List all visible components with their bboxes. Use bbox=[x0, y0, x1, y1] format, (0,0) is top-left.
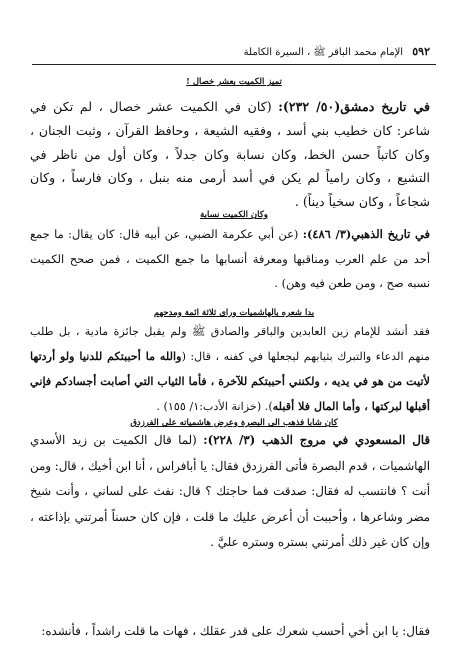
section-heading-2: وكان الكميت نسابة bbox=[200, 210, 268, 220]
source-citation-1: في تاريخ دمشق(٥٠/ ٢٣٢): bbox=[278, 99, 430, 114]
paragraph-3-quote: والله ما أحببتكم للدنيا ولو أردتها لأتيت من هو في يديه ، ولكنني أحببتكم للآخرة ، فأما الثياب التي أصابت أجسادكم فإني أقبلها لبركتها ، وأما المال فلا أقبله bbox=[30, 349, 430, 413]
section-heading-4: كان شابا فذهب الى البصرة وعرض هاشمياته على الفرزدق bbox=[130, 418, 338, 428]
paragraph-5-text: فقال: يا ابن أخي أحسب شعرك على قدر عقلك ، فهات ما قلت راشداً ، فأنشده: bbox=[41, 624, 430, 638]
section-heading-1: تميز الكميت بعشر خصال ! bbox=[186, 77, 282, 87]
running-title: الإمام محمد الباقر ﷺ ، السيرة الكاملة bbox=[243, 47, 404, 58]
paragraph-3-text-b: ). (خزانة الأدب:١/ ١٥٥) . bbox=[156, 400, 273, 413]
paragraph-5 bbox=[30, 620, 430, 642]
section-heading-3: بدا شعره بالهاشميات وراى ثلاثة ائمة ومدحهم bbox=[153, 308, 315, 318]
paragraph-2 bbox=[30, 222, 430, 296]
paragraph-1 bbox=[30, 95, 430, 214]
header-rule bbox=[32, 64, 436, 65]
source-citation-2: في تاريخ الذهبي(٣/ ٤٨٦): bbox=[302, 227, 430, 241]
source-citation-4: قال المسعودي في مروج الذهب (٣/ ٢٢٨): bbox=[203, 433, 431, 447]
paragraph-4 bbox=[30, 428, 430, 556]
paragraph-1-text: (كان في الكميت عشر خصال ، لم تكن في شاعر: كان خطيب بني أسد ، وفقيه الشيعة ، وحافظ القرآن ، وثبت الجنان ، وكان كاتباً حسن الخط، وكان نسابة وكان جدلاً ، وكان أول من ناظر في التشيع ، وكان رامياً لم يكن في أسد أرمى منه بنبل ، وكان فارساً ، وكان شجاعاً ، وكان سخياً ديناً) . bbox=[30, 99, 430, 210]
paragraph-4-text: (لما قال الكميت بن زيد الأسدي الهاشميات ، قدم البصرة فأتى الفرزدق فقال: يا أبافراس ، أنا ابن أخيك ، قال: ومن أنت ؟ فانتسب له فقال: صدقت فما حاجتك ؟ قال: نفث على لساني ، وأنت شيخ مضر وشاعرها ، وأحببت أن أعرض عليك ما قلت ، فإن كان حسناً أمرتني بإذاعته ، وإن كان غير ذلك أمرتني بستره وستره عليَّ . bbox=[30, 433, 430, 549]
running-header bbox=[32, 44, 430, 60]
paragraph-3 bbox=[30, 320, 430, 419]
paragraph-3-text-a: فقد أنشد للإمام زين العابدين والباقر والصادق ﷺ ولم يقبل جائزة مادية ، بل طلب منهم الدعاء والتبرك بثيابهم ليجعلها في كفنه ، قال: ( bbox=[30, 325, 430, 363]
page-number: ٥٩٢ bbox=[412, 45, 430, 58]
paragraph-2-text: (عن أبي عكرمة الضبي، عن أبيه قال: كان يقال: ما جمع أحد من علم العرب ومناقبها ومعرفة أنسابها ما جمع الكميت ، فمن صحح الكميت نسبه صح ، ومن طعن فيه وهن) . bbox=[30, 227, 430, 290]
